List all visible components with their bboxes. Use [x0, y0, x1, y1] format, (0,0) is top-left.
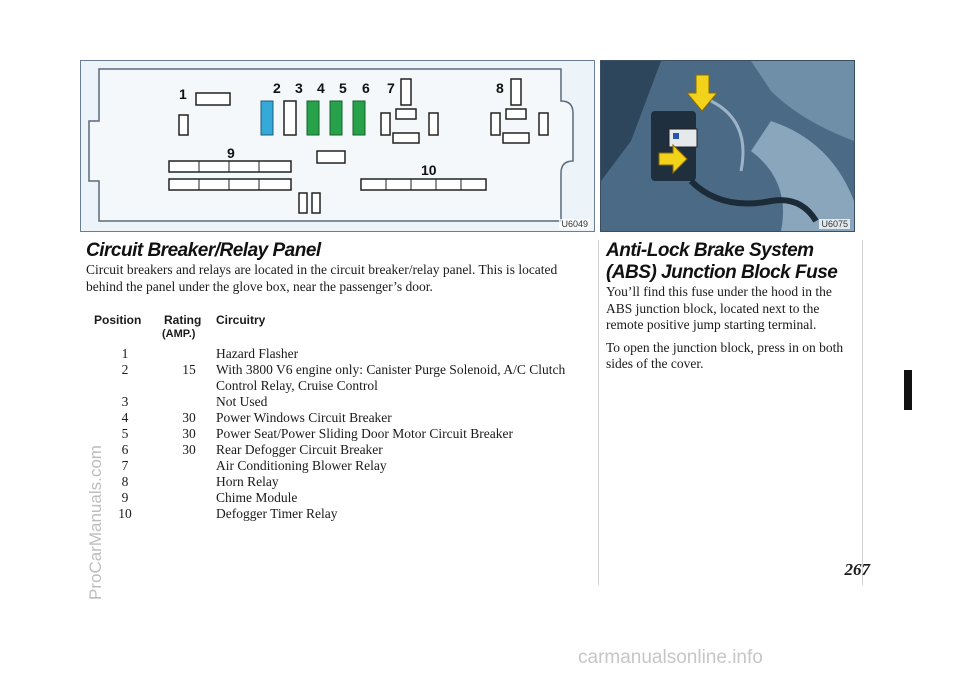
cell-rating [164, 346, 214, 362]
cell-circuitry: Not Used [216, 394, 268, 409]
slot-6 [353, 101, 365, 135]
label-4: 4 [317, 80, 325, 96]
slot-low-a [299, 193, 307, 213]
label-7: 7 [387, 80, 395, 96]
column-divider [598, 240, 599, 585]
cell-rating [164, 458, 214, 474]
cell-circuitry: Rear Defogger Circuit Breaker [216, 442, 383, 457]
column-header-rating: Rating [164, 313, 202, 327]
figure-code: U6049 [561, 219, 588, 229]
slot-9-row-1 [169, 161, 291, 172]
section-heading-abs: Anti-Lock Brake System (ABS) Junction Block Fuse [606, 240, 838, 283]
cell-position: 9 [121, 490, 129, 505]
cell-circuitry: Power Windows Circuit Breaker [216, 410, 392, 425]
table-row [86, 474, 596, 490]
slot-7-e [393, 133, 419, 143]
intro-paragraph: Circuit breakers and relays are located in the circuit breaker/relay panel. This is located behind the panel under the glove box, near the passenger’s door. [86, 262, 558, 294]
slot-7-b [396, 109, 416, 119]
label-9: 9 [227, 145, 235, 161]
table-row [86, 346, 596, 362]
abs-paragraph-1: You’ll find this fuse under the hood in the ABS junction block, located next to the remote positive jump starting terminal. [606, 284, 832, 332]
cell-circuitry: With 3800 V6 engine only: Canister Purge Solenoid, A/C Clutch Control Relay, Cruise Control [216, 362, 566, 393]
slot-8 [511, 79, 521, 105]
abs-paragraph-2: To open the junction block, press in on both sides of the cover. [606, 339, 844, 371]
table-row [86, 490, 596, 506]
table-row [86, 426, 596, 442]
label-3: 3 [295, 80, 303, 96]
bottom-watermark: carmanualsonline.info [578, 647, 763, 668]
label-10: 10 [421, 162, 437, 178]
cell-rating: 30 [182, 442, 196, 457]
table-row [86, 458, 596, 474]
cell-position: 7 [121, 458, 129, 473]
slot-7-d [429, 113, 438, 135]
slot-8-c [491, 113, 500, 135]
slot-1-b [179, 115, 188, 135]
fuse [673, 133, 679, 139]
page-title: Circuit Breaker/Relay Panel [86, 240, 321, 261]
slot-1 [196, 93, 230, 105]
figure-code: U6075 [821, 219, 848, 229]
table-row [86, 442, 596, 458]
slot-8-b [506, 109, 526, 119]
cell-circuitry: Defogger Timer Relay [216, 506, 338, 521]
label-5: 5 [339, 80, 347, 96]
slot-4 [307, 101, 319, 135]
column-header-position: Position [94, 313, 142, 327]
slot-3 [284, 101, 296, 135]
relay-panel-diagram [80, 60, 595, 232]
cell-rating [164, 490, 214, 506]
table-row [86, 394, 596, 410]
slot-10-row [361, 179, 486, 190]
relay-panel-drawing [81, 61, 594, 231]
slot-2 [261, 101, 273, 135]
column-header-circuitry: Circuitry [216, 313, 266, 327]
cell-position: 6 [121, 442, 129, 457]
label-8: 8 [496, 80, 504, 96]
table-row [86, 410, 596, 426]
abs-photo-drawing [601, 61, 854, 231]
side-watermark: ProCarManuals.com [86, 445, 105, 600]
cell-position: 1 [121, 346, 129, 361]
cell-circuitry: Power Seat/Power Sliding Door Motor Circuit Breaker [216, 426, 513, 441]
circuit-table [86, 346, 596, 522]
cell-position: 3 [121, 394, 129, 409]
cell-position: 10 [118, 506, 132, 521]
table-row [86, 506, 596, 522]
slot-8-d [539, 113, 548, 135]
abs-body [606, 284, 858, 379]
cell-rating: 30 [182, 426, 196, 441]
cell-rating: 30 [182, 410, 196, 425]
slot-centre [317, 151, 345, 163]
slot-5 [330, 101, 342, 135]
cell-position: 8 [121, 474, 129, 489]
cell-circuitry: Hazard Flasher [216, 346, 299, 361]
cell-rating: 15 [182, 362, 196, 377]
cell-position: 5 [121, 426, 129, 441]
cell-rating [164, 474, 214, 490]
cell-circuitry: Chime Module [216, 490, 298, 505]
label-6: 6 [362, 80, 370, 96]
slot-low-b [312, 193, 320, 213]
label-2: 2 [273, 80, 281, 96]
slot-7-c [381, 113, 390, 135]
right-margin-rule [862, 240, 863, 585]
label-1: 1 [179, 86, 187, 102]
abs-junction-photo [600, 60, 855, 232]
cell-rating [164, 506, 214, 522]
cell-position: 4 [121, 410, 129, 425]
cell-circuitry: Horn Relay [216, 474, 279, 489]
slot-9-row-2 [169, 179, 291, 190]
column-header-rating-unit: (AMP.) [162, 328, 196, 340]
cell-position: 2 [121, 362, 129, 377]
cell-rating [164, 394, 214, 410]
cell-circuitry: Air Conditioning Blower Relay [216, 458, 387, 473]
slot-8-e [503, 133, 529, 143]
slot-7 [401, 79, 411, 105]
table-row [86, 362, 596, 394]
page-number: 267 [844, 560, 870, 579]
section-tab-marker [904, 370, 912, 410]
